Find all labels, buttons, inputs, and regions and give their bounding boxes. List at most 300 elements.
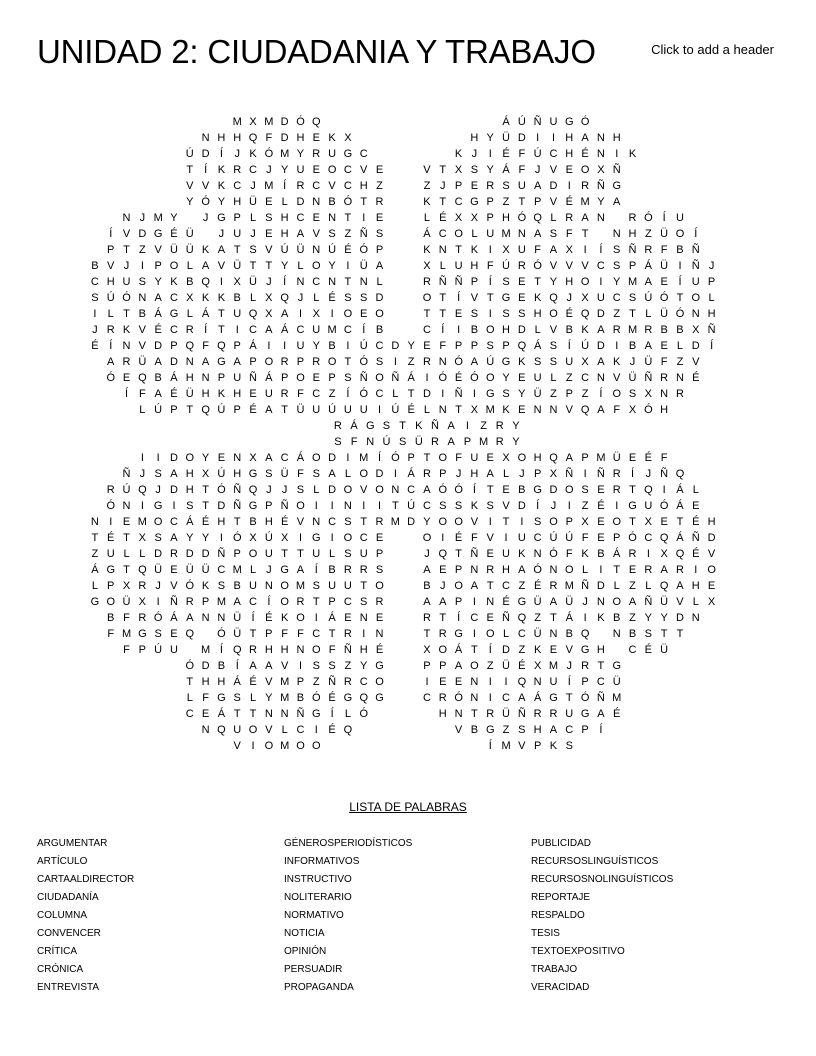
grid-cell xyxy=(356,738,372,754)
word-list-item: REPORTAJE xyxy=(531,892,591,903)
grid-cell xyxy=(403,626,419,642)
grid-cell: I xyxy=(662,484,666,496)
grid-cell: K xyxy=(249,148,257,160)
grid-cell: H xyxy=(233,388,242,400)
grid-cell: C xyxy=(312,276,321,288)
grid-cell: Y xyxy=(660,612,668,624)
grid-cell: É xyxy=(644,452,653,464)
grid-cell: Y xyxy=(423,516,431,528)
grid-cell xyxy=(625,706,641,722)
grid-cell xyxy=(720,642,736,658)
grid-cell: Ü xyxy=(359,260,368,272)
grid-row xyxy=(87,610,735,626)
grid-cell: O xyxy=(422,292,432,304)
word-list-column-1 xyxy=(37,835,277,997)
grid-cell: Í xyxy=(109,228,113,240)
grid-cell: Ó xyxy=(106,500,115,512)
grid-cell xyxy=(372,722,388,738)
grid-cell: T xyxy=(423,308,431,320)
grid-cell: Ó xyxy=(675,308,685,320)
grid-cell xyxy=(387,626,403,642)
grid-cell: Á xyxy=(676,532,684,544)
grid-cell: N xyxy=(691,612,700,624)
grid-cell: Ó xyxy=(185,660,195,672)
grid-cell: A xyxy=(265,452,273,464)
grid-cell: Ú xyxy=(154,644,163,656)
grid-cell: R xyxy=(565,212,574,224)
grid-row xyxy=(87,290,735,306)
grid-cell: Í xyxy=(283,180,287,192)
grid-cell: Q xyxy=(644,484,653,496)
grid-cell: X xyxy=(533,660,542,672)
grid-cell: U xyxy=(312,548,321,560)
grid-cell: S xyxy=(533,516,542,528)
grid-cell: Q xyxy=(138,372,147,384)
grid-cell xyxy=(150,674,166,690)
grid-cell xyxy=(217,418,233,434)
grid-cell: O xyxy=(375,372,384,384)
grid-cell: J xyxy=(250,228,256,240)
grid-cell: P xyxy=(628,260,637,272)
grid-cell xyxy=(435,146,451,162)
grid-cell: C xyxy=(596,260,605,272)
grid-cell: U xyxy=(549,116,558,128)
grid-cell xyxy=(609,738,625,754)
grid-cell: K xyxy=(280,612,289,624)
grid-cell: L xyxy=(550,372,557,384)
grid-cell xyxy=(720,210,736,226)
grid-cell xyxy=(720,626,736,642)
grid-cell xyxy=(103,466,119,482)
grid-cell: É xyxy=(692,516,700,528)
grid-cell: Z xyxy=(613,308,621,320)
grid-cell xyxy=(87,610,103,626)
grid-cell: T xyxy=(676,628,684,640)
grid-cell xyxy=(704,354,720,370)
grid-row xyxy=(87,514,735,530)
grid-cell xyxy=(605,418,621,434)
grid-cell: Z xyxy=(312,676,320,688)
grid-cell: I xyxy=(441,532,445,544)
grid-cell: X xyxy=(280,532,289,544)
grid-cell xyxy=(589,434,605,450)
grid-cell: Z xyxy=(502,724,510,736)
grid-cell: N xyxy=(233,452,242,464)
grid-cell: O xyxy=(264,740,274,752)
grid-cell: T xyxy=(202,484,209,496)
grid-cell: R xyxy=(312,356,321,368)
grid-cell: C xyxy=(249,164,257,176)
grid-cell: O xyxy=(375,676,384,688)
grid-cell: J xyxy=(629,356,636,368)
grid-cell: T xyxy=(407,388,415,400)
grid-row xyxy=(87,114,735,130)
grid-cell: I xyxy=(378,500,382,512)
grid-cell: Ú xyxy=(382,436,391,448)
grid-cell: C xyxy=(454,196,463,208)
grid-cell: Ü xyxy=(185,564,194,576)
grid-cell: G xyxy=(343,692,353,704)
grid-cell: E xyxy=(170,564,178,576)
grid-cell: C xyxy=(565,724,574,736)
grid-cell: O xyxy=(580,276,590,288)
grid-cell xyxy=(625,162,641,178)
grid-cell: A xyxy=(233,596,241,608)
grid-cell: T xyxy=(218,308,225,320)
word-list-item: CONVENCER xyxy=(37,928,101,939)
grid-cell xyxy=(524,418,540,434)
grid-cell: B xyxy=(217,660,226,672)
grid-cell xyxy=(593,626,609,642)
grid-cell: S xyxy=(91,292,99,304)
grid-cell: C xyxy=(169,324,178,336)
grid-cell: Í xyxy=(125,388,129,400)
grid-cell xyxy=(640,146,656,162)
grid-cell: P xyxy=(217,372,226,384)
grid-cell: G xyxy=(90,596,100,608)
grid-cell: O xyxy=(485,324,495,336)
grid-cell: Y xyxy=(217,196,226,208)
grid-cell xyxy=(103,146,119,162)
grid-cell: S xyxy=(581,484,589,496)
grid-cell xyxy=(656,706,672,722)
grid-cell: I xyxy=(504,532,508,544)
grid-cell xyxy=(134,114,150,130)
grid-cell: S xyxy=(470,308,479,320)
grid-cell: H xyxy=(438,708,447,720)
grid-cell: S xyxy=(217,580,226,592)
grid-cell: Ñ xyxy=(454,276,463,288)
grid-cell: N xyxy=(343,500,352,512)
grid-cell xyxy=(720,546,736,562)
grid-cell: Ó xyxy=(264,148,274,160)
grid-cell: A xyxy=(154,292,162,304)
header-placeholder[interactable]: Click to add a header xyxy=(651,42,774,57)
grid-cell: P xyxy=(265,628,273,640)
grid-cell: V xyxy=(265,244,273,256)
grid-cell: T xyxy=(676,516,684,528)
grid-row xyxy=(87,402,735,418)
grid-cell xyxy=(103,418,119,434)
grid-cell: L xyxy=(281,196,288,208)
grid-cell xyxy=(403,642,419,658)
grid-cell xyxy=(704,226,720,242)
grid-cell xyxy=(704,674,720,690)
grid-cell: T xyxy=(423,628,431,640)
grid-cell: N xyxy=(122,340,131,352)
grid-cell: C xyxy=(169,516,178,528)
grid-cell: Ú xyxy=(517,116,526,128)
grid-cell: V xyxy=(502,500,510,512)
word-list-item: ENTREVISTA xyxy=(37,982,100,993)
grid-cell: Q xyxy=(675,468,685,480)
grid-cell xyxy=(670,434,686,450)
grid-cell: R xyxy=(495,420,504,432)
grid-cell: C xyxy=(502,580,510,592)
grid-cell: T xyxy=(597,660,605,672)
grid-cell: R xyxy=(296,596,305,608)
grid-cell: Ñ xyxy=(296,708,305,720)
grid-cell: C xyxy=(422,500,431,512)
grid-cell: B xyxy=(233,580,241,592)
grid-cell xyxy=(605,434,621,450)
grid-cell: R xyxy=(280,356,289,368)
grid-cell xyxy=(656,194,672,210)
grid-cell xyxy=(103,194,119,210)
grid-cell: S xyxy=(470,164,479,176)
grid-cell xyxy=(419,146,435,162)
grid-cell: Y xyxy=(360,660,368,672)
grid-cell: Ó xyxy=(644,404,653,416)
grid-cell: Á xyxy=(644,260,653,272)
grid-cell: I xyxy=(140,260,144,272)
grid-cell: R xyxy=(312,148,321,160)
grid-cell: T xyxy=(233,244,241,256)
grid-cell: N xyxy=(438,404,447,416)
grid-cell: I xyxy=(457,324,461,336)
grid-row xyxy=(87,370,735,386)
grid-cell: P xyxy=(470,340,479,352)
grid-cell: V xyxy=(186,180,194,192)
grid-cell: A xyxy=(296,564,305,576)
grid-cell: J xyxy=(250,180,256,192)
grid-cell: Z xyxy=(518,580,526,592)
grid-cell: Ú xyxy=(407,500,416,512)
grid-cell: H xyxy=(233,468,242,480)
grid-cell: Y xyxy=(280,164,289,176)
grid-cell: Q xyxy=(217,340,226,352)
grid-cell xyxy=(119,178,135,194)
grid-cell: M xyxy=(216,596,226,608)
grid-cell: B xyxy=(233,292,241,304)
grid-cell: M xyxy=(485,404,495,416)
grid-cell: N xyxy=(549,564,558,576)
grid-cell: Ü xyxy=(233,260,242,272)
grid-cell: G xyxy=(217,356,226,368)
grid-cell xyxy=(688,738,704,754)
grid-cell: U xyxy=(264,548,273,560)
grid-cell: D xyxy=(169,484,178,496)
grid-cell: C xyxy=(422,324,431,336)
grid-cell: O xyxy=(185,452,195,464)
grid-cell: Ü xyxy=(414,436,423,448)
grid-cell xyxy=(166,162,182,178)
grid-cell: P xyxy=(533,468,542,480)
grid-cell: X xyxy=(581,516,589,528)
grid-cell: É xyxy=(328,724,336,736)
grid-cell: H xyxy=(185,484,194,496)
grid-cell xyxy=(702,418,718,434)
grid-cell xyxy=(688,642,704,658)
grid-cell: X xyxy=(344,132,352,144)
grid-cell: I xyxy=(330,532,334,544)
word-list-heading: LISTA DE PALABRAS xyxy=(349,800,467,814)
grid-cell: E xyxy=(692,500,700,512)
grid-cell: A xyxy=(470,356,479,368)
grid-cell: L xyxy=(676,340,684,352)
grid-cell: É xyxy=(533,580,542,592)
grid-cell: O xyxy=(169,260,179,272)
grid-cell: C xyxy=(233,180,242,192)
grid-cell: T xyxy=(265,260,273,272)
grid-cell xyxy=(87,354,103,370)
grid-cell xyxy=(103,690,119,706)
grid-cell: I xyxy=(330,500,334,512)
grid-cell: B xyxy=(565,324,573,336)
grid-cell: I xyxy=(156,452,160,464)
grid-cell: S xyxy=(344,548,352,560)
grid-cell: I xyxy=(140,452,144,464)
grid-cell: X xyxy=(470,404,479,416)
grid-cell: X xyxy=(423,644,431,656)
grid-cell: P xyxy=(439,468,447,480)
grid-cell xyxy=(556,418,572,434)
grid-cell: V xyxy=(265,676,273,688)
grid-cell: G xyxy=(612,660,621,672)
grid-cell: H xyxy=(470,132,479,144)
grid-cell xyxy=(720,482,736,498)
grid-cell: Í xyxy=(109,340,113,352)
grid-cell: I xyxy=(678,260,682,272)
grid-cell: P xyxy=(439,660,447,672)
grid-cell: T xyxy=(123,308,130,320)
grid-cell: E xyxy=(122,516,131,528)
grid-cell: D xyxy=(549,180,558,192)
grid-cell: O xyxy=(612,516,621,528)
grid-cell: U xyxy=(502,548,510,560)
grid-cell: N xyxy=(660,388,669,400)
grid-cell: Ú xyxy=(533,148,542,160)
grid-cell: X xyxy=(707,596,716,608)
grid-cell: D xyxy=(201,660,210,672)
grid-cell xyxy=(704,626,720,642)
grid-cell xyxy=(134,690,150,706)
grid-cell: E xyxy=(486,612,494,624)
grid-row xyxy=(87,130,735,146)
grid-row xyxy=(87,466,735,482)
grid-cell: P xyxy=(613,532,621,544)
grid-cell: É xyxy=(344,244,352,256)
grid-cell: I xyxy=(362,500,366,512)
grid-cell xyxy=(720,722,736,738)
grid-cell: V xyxy=(470,516,479,528)
grid-cell: V xyxy=(122,228,131,240)
grid-cell: I xyxy=(140,500,144,512)
grid-cell: B xyxy=(296,692,305,704)
grid-cell xyxy=(482,114,498,130)
grid-cell: I xyxy=(109,516,113,528)
grid-cell: I xyxy=(488,676,492,688)
grid-cell: T xyxy=(249,708,257,720)
grid-cell: I xyxy=(615,148,619,160)
grid-cell: H xyxy=(596,644,605,656)
grid-cell: A xyxy=(201,356,210,368)
grid-cell: M xyxy=(596,452,606,464)
grid-cell: Q xyxy=(185,628,195,640)
grid-cell xyxy=(150,130,166,146)
grid-cell xyxy=(87,418,103,434)
grid-cell: D xyxy=(517,500,526,512)
grid-cell: Ó xyxy=(533,260,542,272)
grid-cell: Í xyxy=(362,324,366,336)
grid-cell xyxy=(656,114,672,130)
grid-cell xyxy=(403,290,419,306)
grid-cell: Ú xyxy=(391,404,400,416)
grid-cell: F xyxy=(202,340,209,352)
grid-cell xyxy=(720,530,736,546)
grid-cell: Ú xyxy=(359,340,368,352)
grid-cell xyxy=(87,146,103,162)
grid-cell: H xyxy=(280,228,289,240)
grid-cell xyxy=(625,194,641,210)
grid-cell: S xyxy=(312,468,320,480)
grid-cell: J xyxy=(440,180,446,192)
grid-cell: S xyxy=(502,180,510,192)
grid-row xyxy=(87,546,735,562)
grid-cell: V xyxy=(423,164,431,176)
word-list-item: TRABAJO xyxy=(531,964,578,975)
grid-cell xyxy=(704,610,720,626)
grid-cell xyxy=(688,466,704,482)
grid-cell: H xyxy=(533,724,542,736)
grid-cell: B xyxy=(613,612,621,624)
grid-cell: Ó xyxy=(659,500,669,512)
grid-cell: A xyxy=(170,468,178,480)
word-list-item: TESIS xyxy=(531,928,560,939)
word-list-item: PERSUADIR xyxy=(284,964,343,975)
grid-cell: M xyxy=(232,116,242,128)
grid-cell: C xyxy=(375,340,384,352)
grid-cell: T xyxy=(581,228,589,240)
grid-cell: T xyxy=(486,484,494,496)
grid-cell: I xyxy=(425,676,429,688)
grid-cell: S xyxy=(644,628,653,640)
grid-cell xyxy=(688,210,704,226)
grid-cell: L xyxy=(249,692,257,704)
grid-cell: Ü xyxy=(660,596,669,608)
grid-cell: R xyxy=(169,548,178,560)
grid-cell: Z xyxy=(581,388,589,400)
grid-cell: Í xyxy=(204,324,208,336)
grid-cell: F xyxy=(581,532,589,544)
grid-cell: N xyxy=(470,692,479,704)
grid-cell: I xyxy=(393,356,397,368)
grid-cell: E xyxy=(707,580,716,592)
grid-cell: J xyxy=(708,260,715,272)
grid-cell: L xyxy=(139,404,146,416)
grid-cell: É xyxy=(107,532,115,544)
grid-cell: A xyxy=(439,596,447,608)
grid-cell: T xyxy=(391,500,399,512)
grid-cell: A xyxy=(107,356,115,368)
grid-cell: L xyxy=(692,484,699,496)
grid-cell: I xyxy=(615,340,619,352)
grid-cell: I xyxy=(472,628,476,640)
grid-cell xyxy=(119,418,135,434)
grid-cell xyxy=(233,434,249,450)
grid-cell: Á xyxy=(350,420,358,432)
grid-cell: Q xyxy=(517,612,527,624)
grid-cell: A xyxy=(644,340,653,352)
grid-cell: Á xyxy=(186,516,194,528)
grid-cell xyxy=(720,162,736,178)
grid-cell: K xyxy=(470,500,479,512)
grid-cell xyxy=(340,114,356,130)
grid-cell xyxy=(656,690,672,706)
grid-cell: I xyxy=(314,612,318,624)
grid-cell xyxy=(134,130,150,146)
grid-cell xyxy=(403,146,419,162)
